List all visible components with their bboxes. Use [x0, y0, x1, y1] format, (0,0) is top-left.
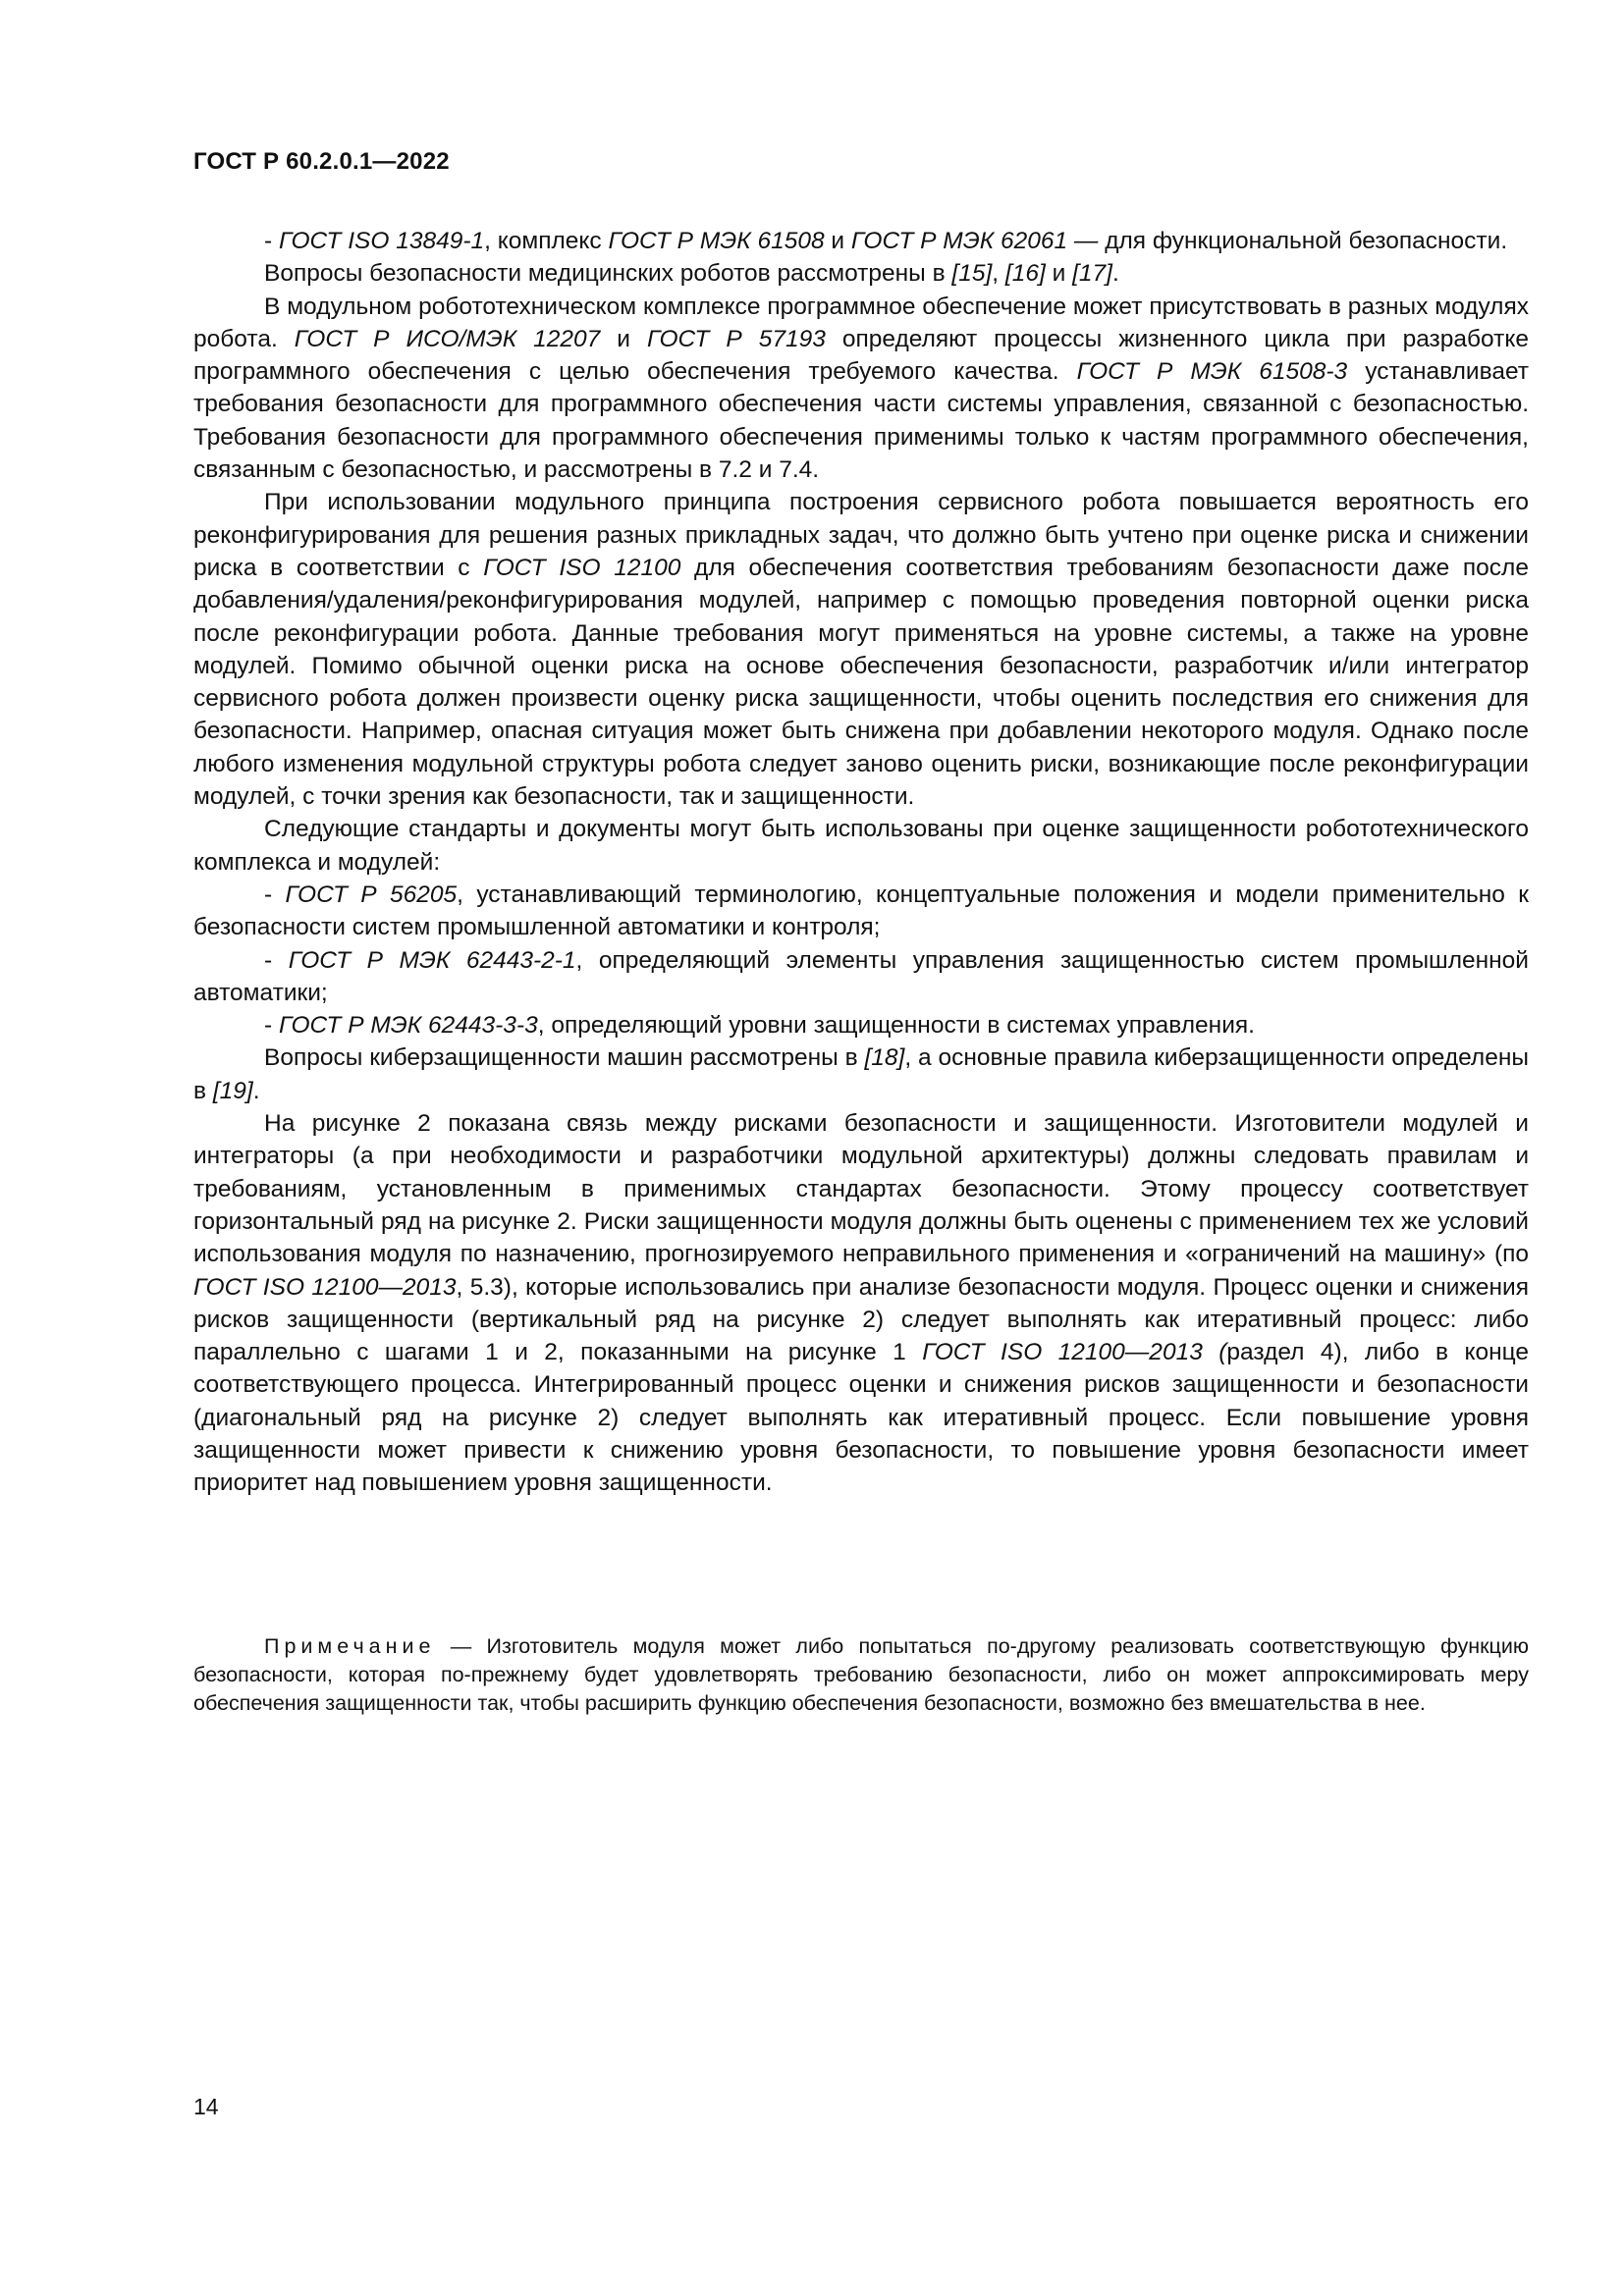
paragraph-text: При использовании модульного принципа построения сервисного робота повышается вероятность его реконфигурирования для решения разных прикладных задач, что должно быть учтено при оценке риска и снижении риска в соответствии с — [193, 489, 1529, 581]
reference-text: [19] — [212, 1077, 253, 1104]
paragraph-text: . — [252, 1077, 260, 1104]
paragraph-text: и — [600, 325, 647, 352]
paragraph — [193, 486, 1529, 813]
reference-text: ГОСТ ISO 13849-1 — [278, 228, 485, 254]
reference-text: [15] — [951, 260, 993, 288]
paragraph — [193, 225, 1529, 257]
reference-text: ГОСТ Р МЭК 62061 — [850, 228, 1068, 254]
paragraph — [193, 944, 1529, 1010]
note-label: Примечание — [264, 1634, 436, 1658]
paragraph-text: определяют процессы жизненного цикла при разработке программного обеспечения с целью обеспечения требуемого качества. — [193, 325, 1529, 386]
paragraph — [193, 257, 1529, 290]
paragraph-text: В модульном робототехническом комплексе программное обеспечение может присутствовать в разных модулях робота. — [193, 293, 1529, 352]
paragraph-text: - — [264, 1012, 279, 1040]
paragraph-text: , 5.3), которые использовались при анализе безопасности модуля. Процесс оценки и снижения рисков защищенности (вертикальный ряд на рисунке 2) следует выполнять как итеративный процесс: либо параллельно с шагами 1 и 2, показанными на рисунке 1 — [193, 1273, 1529, 1366]
paragraph — [193, 1041, 1529, 1107]
paragraph-text: . — [1111, 260, 1119, 288]
paragraph-text: - — [264, 881, 286, 908]
paragraph-text: Вопросы безопасности медицинских роботов рассмотрены в — [264, 260, 952, 288]
reference-text: ГОСТ Р ИСО/МЭК 12207 — [294, 325, 601, 352]
paragraph-text: , определяющий уровни защищенности в системах управления. — [537, 1012, 1255, 1040]
paragraph — [193, 879, 1529, 944]
paragraph — [193, 1107, 1529, 1500]
reference-text: [17] — [1072, 260, 1112, 288]
note — [193, 1632, 1529, 1718]
paragraph-text: На рисунке 2 показана связь между рисками безопасности и защищенности. Изготовители модулей и интеграторы (а при необходимости и разработчики модульной архитектуры) должны следовать правилам и требованиям, установленным в применимых стандартах безопасности. Этому процессу соответствует горизонтальный ряд на рисунке 2. Риски защищенности модуля должны быть оценены с применением тех же условий использования модуля по назначению, прогнозируемого неправильного применения и «ограничений на машину» (по — [193, 1110, 1529, 1268]
paragraph-text: , устанавливающий терминологию, концептуальные положения и модели применительно к безопасности систем промышленной автоматики и контроля; — [193, 881, 1530, 941]
reference-text: [16] — [1004, 260, 1046, 288]
reference-text: ГОСТ ISO 12100 — [483, 554, 681, 581]
paragraph — [193, 1009, 1529, 1041]
paragraph-text: Следующие стандарты и документы могут быть использованы при оценке защищенности робототехнического комплекса и модулей: — [193, 816, 1529, 876]
reference-text: ГОСТ ISO 12100—2013 — [193, 1273, 457, 1301]
paragraph-text: - — [264, 228, 279, 254]
reference-text: ГОСТ Р 57193 — [646, 325, 826, 352]
reference-text: [18] — [864, 1044, 905, 1072]
paragraph-text: - — [264, 946, 289, 974]
paragraph-text: , комплекс — [484, 228, 609, 254]
paragraph-text: для обеспечения соответствия требованиям безопасности даже после добавления/удаления/реконфигурирования модулей, например с помощью проведения повторной оценки риска после реконфигурации робота. Данные требования могут применяться на уровне системы, а также на уровне модулей. Помимо обычной оценки риска на основе обеспечения безопасности, разработчик и/или интегратор сервисного робота должен произвести оценку риска защищенности, чтобы оценить последствия его снижения для безопасности. Например, опасная ситуация может быть снижена при добавлении некоторого модуля. Однако после любого изменения модульной структуры робота следует заново оценить риски, возникающие после реконфигурации модулей, с точки зрения как безопасности, так и защищенности. — [193, 554, 1529, 811]
paragraph-text: — для функциональной безопасности. — [1067, 228, 1508, 254]
paragraph-text: и — [824, 228, 851, 254]
reference-text: ГОСТ Р МЭК 62443-3-3 — [278, 1012, 538, 1040]
paragraph-text: Вопросы киберзащищенности машин рассмотрены в — [264, 1044, 865, 1072]
page-number: 14 — [193, 2094, 219, 2119]
paragraph-text: , определяющий элементы управления защищенностью систем промышленной автоматики; — [193, 946, 1529, 1006]
note-paragraph — [193, 1632, 1529, 1718]
reference-text: ГОСТ Р МЭК 61508-3 — [1076, 358, 1348, 386]
paragraph-text: , а основные правила киберзащищенности определены в — [193, 1044, 1529, 1104]
document-header: ГОСТ Р 60.2.0.1—2022 — [193, 148, 450, 175]
reference-text: ГОСТ ISO 12100—2013 ( — [922, 1339, 1227, 1366]
paragraph-text: устанавливает требования безопасности для программного обеспечения части системы управления, связанной с безопасностью. Требования безопасности для программного обеспечения применимы только к частям программного обеспечения, связанным с безопасностью, и рассмотрены в 7.2 и 7.4. — [193, 358, 1529, 484]
paragraph — [193, 813, 1529, 879]
paragraph-text: и — [1045, 260, 1073, 288]
paragraph — [193, 291, 1529, 487]
note-text: — Изготовитель модуля может либо попытаться по-другому реализовать соответствующую функцию безопасности, которая по-прежнему будет удовлетворять требованию безопасности, либо он может аппроксимировать меру обеспечения защищенности так, чтобы расширить функцию обеспечения безопасности, возможно без вмешательства в нее. — [193, 1634, 1529, 1715]
reference-text: ГОСТ Р 56205 — [285, 881, 458, 908]
paragraph-text: раздел 4), либо в конце соответствующего процесса. Интегрированный процесс оценки и снижения рисков защищенности и безопасности (диагональный ряд на рисунке 2) следует выполнять как итеративный процесс. Если повышение уровня защищенности может привести к снижению уровня безопасности, то повышение уровня безопасности имеет приоритет над повышением уровня защищенности. — [193, 1339, 1529, 1497]
reference-text: ГОСТ Р МЭК 61508 — [608, 228, 825, 254]
reference-text: ГОСТ Р МЭК 62443-2-1 — [288, 946, 576, 974]
paragraph-text: , — [992, 260, 1005, 288]
body-text — [193, 225, 1529, 1500]
